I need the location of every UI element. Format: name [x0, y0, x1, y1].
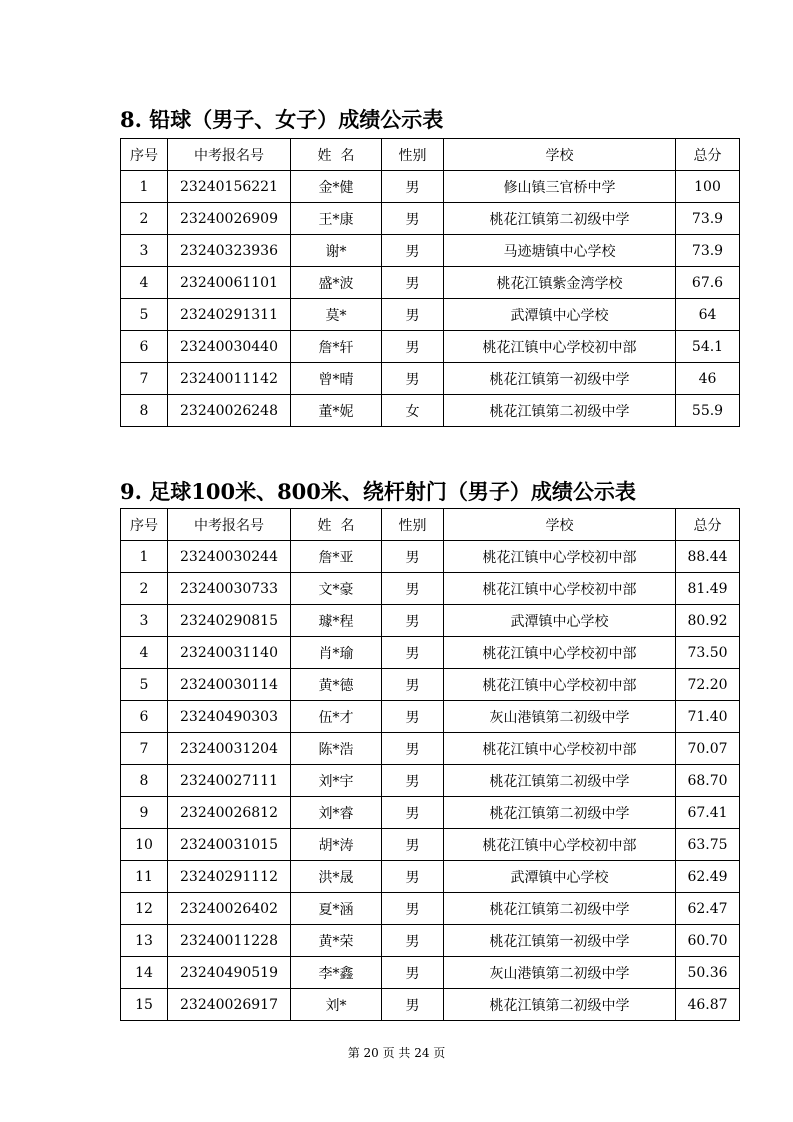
name-cell: 王*康 [291, 203, 382, 235]
rank-cell: 3 [121, 235, 168, 267]
school-cell: 武潭镇中心学校 [444, 299, 676, 331]
rank-cell: 8 [121, 395, 168, 427]
school-cell: 桃花江镇第一初级中学 [444, 925, 676, 957]
name-cell: 莫* [291, 299, 382, 331]
table-row [121, 267, 740, 299]
score-cell: 81.49 [676, 573, 740, 605]
gender-cell: 男 [382, 331, 444, 363]
gender-cell: 男 [382, 861, 444, 893]
gender-cell: 男 [382, 893, 444, 925]
results-table-football [120, 508, 740, 1021]
table-row [121, 733, 740, 765]
gender-cell: 男 [382, 957, 444, 989]
rank-cell: 1 [121, 171, 168, 203]
registration-number-cell: 23240030733 [168, 573, 291, 605]
score-cell: 63.75 [676, 829, 740, 861]
gender-cell: 女 [382, 395, 444, 427]
table-row [121, 669, 740, 701]
rank-cell: 13 [121, 925, 168, 957]
table-row [121, 171, 740, 203]
rank-cell: 11 [121, 861, 168, 893]
score-cell: 71.40 [676, 701, 740, 733]
column-header-rank: 序号 [121, 139, 168, 171]
score-cell: 54.1 [676, 331, 740, 363]
name-cell: 夏*涵 [291, 893, 382, 925]
name-cell: 胡*涛 [291, 829, 382, 861]
school-cell: 灰山港镇第二初级中学 [444, 701, 676, 733]
name-cell: 盛*波 [291, 267, 382, 299]
section-title-football: 9. 足球100米、800米、绕杆射门（男子）成绩公示表 [120, 479, 636, 504]
name-cell: 刘* [291, 989, 382, 1021]
table-row [121, 797, 740, 829]
score-cell: 62.49 [676, 861, 740, 893]
name-cell: 金*健 [291, 171, 382, 203]
gender-cell: 男 [382, 765, 444, 797]
school-cell: 桃花江镇中心学校初中部 [444, 331, 676, 363]
rank-cell: 2 [121, 573, 168, 605]
name-cell: 洪*晟 [291, 861, 382, 893]
rank-cell: 6 [121, 701, 168, 733]
gender-cell: 男 [382, 701, 444, 733]
name-cell: 谢* [291, 235, 382, 267]
registration-number-cell: 23240027111 [168, 765, 291, 797]
school-cell: 桃花江镇第一初级中学 [444, 363, 676, 395]
table-row [121, 765, 740, 797]
school-cell: 桃花江镇中心学校初中部 [444, 637, 676, 669]
score-cell: 55.9 [676, 395, 740, 427]
table-row [121, 893, 740, 925]
gender-cell: 男 [382, 203, 444, 235]
rank-cell: 6 [121, 331, 168, 363]
gender-cell: 男 [382, 733, 444, 765]
section-title-shotput: 8. 铅球（男子、女子）成绩公示表 [120, 107, 444, 132]
gender-cell: 男 [382, 541, 444, 573]
school-cell: 武潭镇中心学校 [444, 861, 676, 893]
registration-number-cell: 23240030440 [168, 331, 291, 363]
gender-cell: 男 [382, 989, 444, 1021]
name-cell: 曾*晴 [291, 363, 382, 395]
school-cell: 桃花江镇第二初级中学 [444, 893, 676, 925]
score-cell: 100 [676, 171, 740, 203]
column-header-gender: 性别 [382, 139, 444, 171]
registration-number-cell: 23240490519 [168, 957, 291, 989]
registration-number-cell: 23240026402 [168, 893, 291, 925]
score-cell: 68.70 [676, 765, 740, 797]
registration-number-cell: 23240061101 [168, 267, 291, 299]
school-cell: 桃花江镇紫金湾学校 [444, 267, 676, 299]
column-header-score: 总分 [676, 509, 740, 541]
score-cell: 67.41 [676, 797, 740, 829]
gender-cell: 男 [382, 299, 444, 331]
name-cell: 黄*德 [291, 669, 382, 701]
rank-cell: 5 [121, 299, 168, 331]
table-row [121, 541, 740, 573]
school-cell: 马迹塘镇中心学校 [444, 235, 676, 267]
registration-number-cell: 23240031015 [168, 829, 291, 861]
name-cell: 文*豪 [291, 573, 382, 605]
table-row [121, 861, 740, 893]
school-cell: 桃花江镇中心学校初中部 [444, 733, 676, 765]
school-cell: 桃花江镇第二初级中学 [444, 203, 676, 235]
school-cell: 桃花江镇第二初级中学 [444, 797, 676, 829]
score-cell: 73.50 [676, 637, 740, 669]
gender-cell: 男 [382, 797, 444, 829]
registration-number-cell: 23240290815 [168, 605, 291, 637]
registration-number-cell: 23240031204 [168, 733, 291, 765]
school-cell: 桃花江镇第二初级中学 [444, 989, 676, 1021]
score-cell: 72.20 [676, 669, 740, 701]
school-cell: 桃花江镇中心学校初中部 [444, 829, 676, 861]
gender-cell: 男 [382, 669, 444, 701]
table-row [121, 925, 740, 957]
score-cell: 80.92 [676, 605, 740, 637]
results-table-shotput [120, 138, 740, 427]
registration-number-cell: 23240323936 [168, 235, 291, 267]
registration-number-cell: 23240026248 [168, 395, 291, 427]
gender-cell: 男 [382, 605, 444, 637]
table-row [121, 331, 740, 363]
column-header-rank: 序号 [121, 509, 168, 541]
registration-number-cell: 23240291311 [168, 299, 291, 331]
registration-number-cell: 23240490303 [168, 701, 291, 733]
score-cell: 50.36 [676, 957, 740, 989]
name-cell: 刘*睿 [291, 797, 382, 829]
rank-cell: 4 [121, 267, 168, 299]
gender-cell: 男 [382, 573, 444, 605]
name-cell: 詹*轩 [291, 331, 382, 363]
gender-cell: 男 [382, 171, 444, 203]
registration-number-cell: 23240156221 [168, 171, 291, 203]
gender-cell: 男 [382, 925, 444, 957]
rank-cell: 9 [121, 797, 168, 829]
column-header-name: 姓 名 [291, 139, 382, 171]
table-row [121, 605, 740, 637]
school-cell: 灰山港镇第二初级中学 [444, 957, 676, 989]
table-row [121, 637, 740, 669]
name-cell: 董*妮 [291, 395, 382, 427]
score-cell: 67.6 [676, 267, 740, 299]
school-cell: 桃花江镇中心学校初中部 [444, 573, 676, 605]
table-row [121, 363, 740, 395]
column-header-registration-number: 中考报名号 [168, 509, 291, 541]
registration-number-cell: 23240030114 [168, 669, 291, 701]
registration-number-cell: 23240026812 [168, 797, 291, 829]
table-row [121, 395, 740, 427]
registration-number-cell: 23240031140 [168, 637, 291, 669]
rank-cell: 14 [121, 957, 168, 989]
score-cell: 70.07 [676, 733, 740, 765]
score-cell: 46 [676, 363, 740, 395]
registration-number-cell: 23240030244 [168, 541, 291, 573]
table-row [121, 203, 740, 235]
table-row [121, 701, 740, 733]
table-row [121, 957, 740, 989]
table-row [121, 573, 740, 605]
school-cell: 武潭镇中心学校 [444, 605, 676, 637]
column-header-score: 总分 [676, 139, 740, 171]
school-cell: 修山镇三官桥中学 [444, 171, 676, 203]
rank-cell: 7 [121, 733, 168, 765]
score-cell: 73.9 [676, 235, 740, 267]
school-cell: 桃花江镇中心学校初中部 [444, 541, 676, 573]
rank-cell: 3 [121, 605, 168, 637]
registration-number-cell: 23240291112 [168, 861, 291, 893]
table-row [121, 989, 740, 1021]
name-cell: 璩*程 [291, 605, 382, 637]
score-cell: 88.44 [676, 541, 740, 573]
rank-cell: 2 [121, 203, 168, 235]
column-header-gender: 性别 [382, 509, 444, 541]
score-cell: 73.9 [676, 203, 740, 235]
registration-number-cell: 23240011228 [168, 925, 291, 957]
registration-number-cell: 23240011142 [168, 363, 291, 395]
column-header-school: 学校 [444, 139, 676, 171]
school-cell: 桃花江镇中心学校初中部 [444, 669, 676, 701]
rank-cell: 8 [121, 765, 168, 797]
table-row [121, 235, 740, 267]
column-header-name: 姓 名 [291, 509, 382, 541]
rank-cell: 7 [121, 363, 168, 395]
gender-cell: 男 [382, 235, 444, 267]
school-cell: 桃花江镇第二初级中学 [444, 395, 676, 427]
score-cell: 60.70 [676, 925, 740, 957]
name-cell: 詹*亚 [291, 541, 382, 573]
column-header-registration-number: 中考报名号 [168, 139, 291, 171]
rank-cell: 4 [121, 637, 168, 669]
name-cell: 黄*荣 [291, 925, 382, 957]
rank-cell: 10 [121, 829, 168, 861]
school-cell: 桃花江镇第二初级中学 [444, 765, 676, 797]
registration-number-cell: 23240026917 [168, 989, 291, 1021]
table-header-row [121, 139, 740, 171]
name-cell: 伍*才 [291, 701, 382, 733]
score-cell: 62.47 [676, 893, 740, 925]
gender-cell: 男 [382, 637, 444, 669]
page-footer: 第 20 页 共 24 页 [347, 1046, 446, 1060]
score-cell: 46.87 [676, 989, 740, 1021]
table-row [121, 829, 740, 861]
name-cell: 陈*浩 [291, 733, 382, 765]
table-row [121, 299, 740, 331]
column-header-school: 学校 [444, 509, 676, 541]
score-cell: 64 [676, 299, 740, 331]
gender-cell: 男 [382, 829, 444, 861]
registration-number-cell: 23240026909 [168, 203, 291, 235]
rank-cell: 1 [121, 541, 168, 573]
name-cell: 李*鑫 [291, 957, 382, 989]
table-body [121, 171, 740, 427]
rank-cell: 5 [121, 669, 168, 701]
table-header-row [121, 509, 740, 541]
name-cell: 肖*瑜 [291, 637, 382, 669]
gender-cell: 男 [382, 363, 444, 395]
table-body [121, 541, 740, 1021]
gender-cell: 男 [382, 267, 444, 299]
rank-cell: 15 [121, 989, 168, 1021]
name-cell: 刘*宇 [291, 765, 382, 797]
rank-cell: 12 [121, 893, 168, 925]
